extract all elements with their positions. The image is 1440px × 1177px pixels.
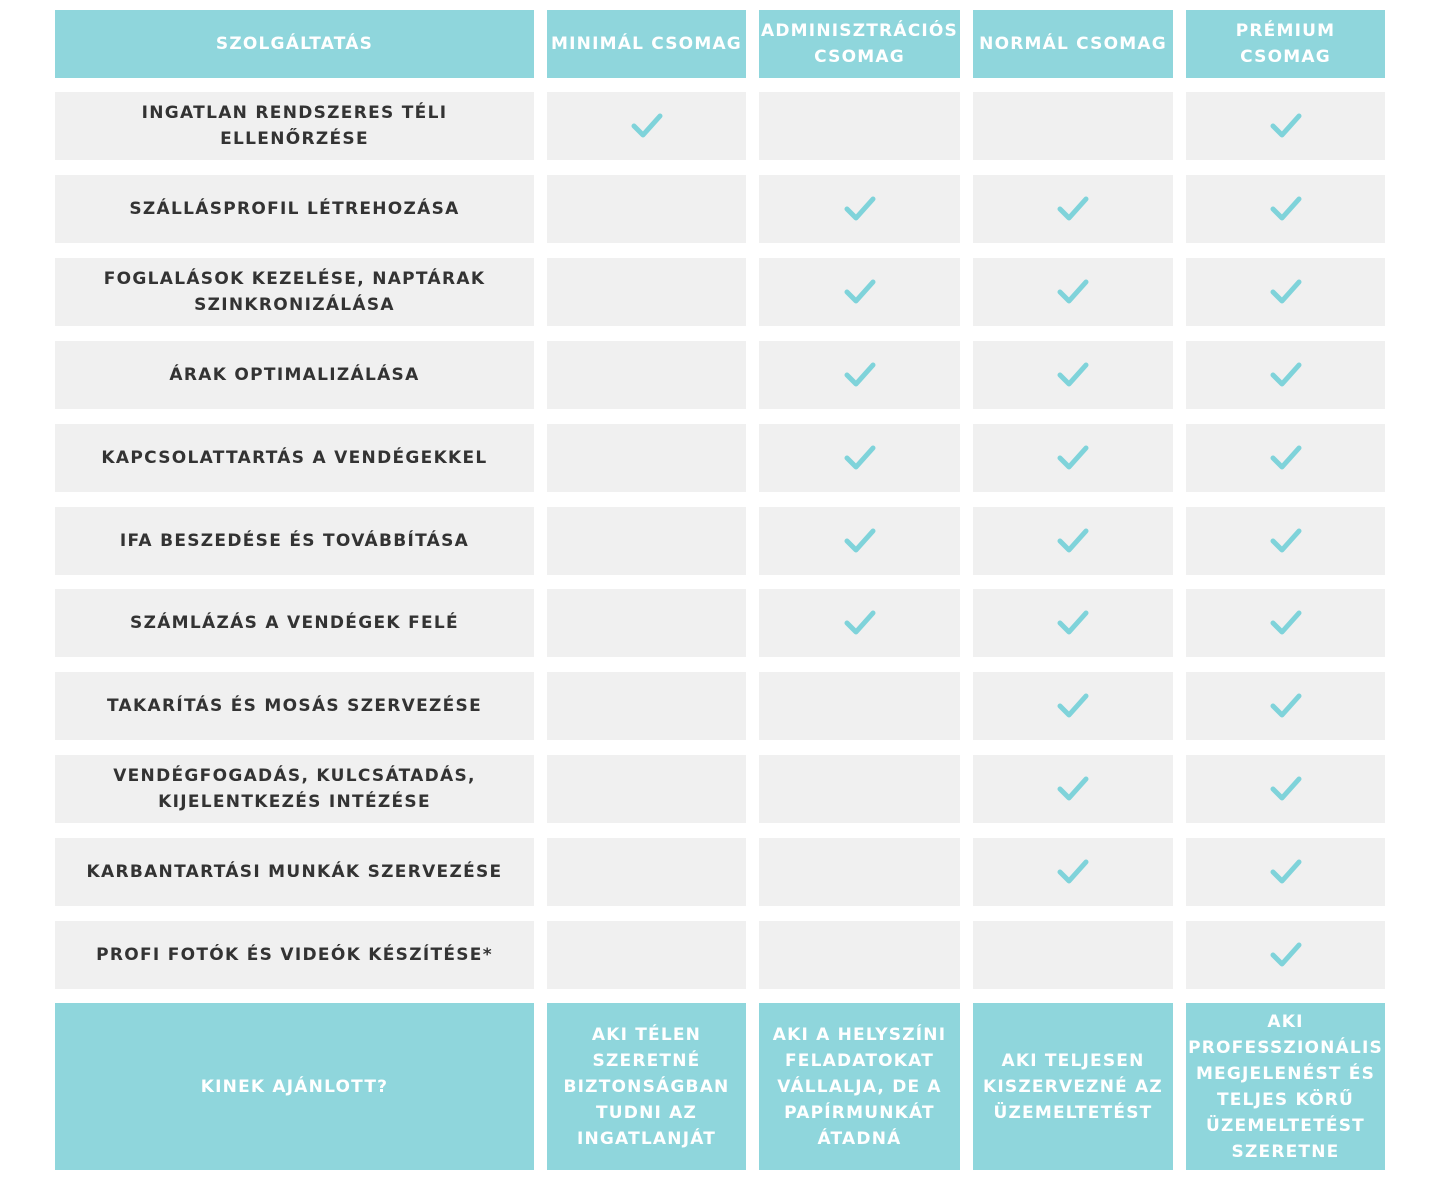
header-service-label: SZOLGÁLTATÁS [215,34,374,54]
checkmark-icon [843,443,877,473]
recommendation-text: AKI TÉLEN SZERETNÉ BIZTONSÁGBAN TUDNI AZ INGATLANJÁT [563,1024,730,1149]
checkmark-icon [1269,443,1303,473]
service-label: INGATLAN RENDSZERES TÉLI ELLENŐRZÉSE [141,103,448,149]
service-label: ÁRAK OPTIMALIZÁLÁSA [169,365,420,385]
package-cell [759,92,960,160]
package-cell [547,175,746,243]
package-cell [547,507,746,575]
service-label: VENDÉGFOGADÁS, KULCSÁTADÁS, KIJELENTKEZÉS INTÉZÉSE [113,766,476,812]
checkmark-icon [1056,857,1090,887]
package-cell [547,672,746,740]
checkmark-icon [1056,277,1090,307]
package-cell [759,175,960,243]
package-cell [1186,589,1385,657]
package-cell [973,424,1173,492]
header-service-cell [55,10,534,78]
package-cell [1186,755,1385,823]
package-cell [759,258,960,326]
header-package-cell [547,10,746,78]
package-cell [547,589,746,657]
package-cell [759,921,960,989]
package-cell [759,755,960,823]
recommendation-cell [973,1003,1173,1170]
checkmark-icon [843,608,877,638]
checkmark-icon [843,277,877,307]
service-label: SZÁMLÁZÁS A VENDÉGEK FELÉ [130,613,459,633]
checkmark-icon [843,526,877,556]
service-label-cell [55,341,534,409]
service-label-cell [55,92,534,160]
package-cell [973,755,1173,823]
checkmark-icon [1269,691,1303,721]
package-cell [1186,672,1385,740]
package-cell [547,921,746,989]
package-cell [759,838,960,906]
package-cell [1186,341,1385,409]
package-cell [1186,175,1385,243]
service-label-cell [55,838,534,906]
checkmark-icon [1056,443,1090,473]
service-label-cell [55,672,534,740]
service-label: SZÁLLÁSPROFIL LÉTREHOZÁSA [129,199,460,219]
package-cell [1186,921,1385,989]
service-label-cell [55,258,534,326]
package-cell [547,838,746,906]
package-cell [973,507,1173,575]
service-label-cell [55,507,534,575]
checkmark-icon [1269,774,1303,804]
service-label-cell [55,589,534,657]
header-package-label: PRÉMIUM CSOMAG [1235,21,1336,67]
checkmark-icon [1269,111,1303,141]
checkmark-icon [1056,526,1090,556]
header-package-cell [759,10,960,78]
package-cell [759,507,960,575]
checkmark-icon [1056,360,1090,390]
header-package-label: MINIMÁL CSOMAG [551,34,742,54]
checkmark-icon [843,360,877,390]
checkmark-icon [1269,940,1303,970]
recommendation-cell [1186,1003,1385,1170]
service-label: KAPCSOLATTARTÁS A VENDÉGEKKEL [101,448,488,468]
package-cell [1186,838,1385,906]
recommendation-text: AKI PROFESSZIONÁLIS MEGJELENÉST ÉS TELJES KÖRŰ ÜZEMELTETÉST SZERETNE [1188,1011,1383,1162]
package-cell [973,672,1173,740]
header-package-label: NORMÁL CSOMAG [979,34,1167,54]
checkmark-icon [1056,691,1090,721]
service-label-cell [55,424,534,492]
package-cell [973,589,1173,657]
header-package-cell [973,10,1173,78]
checkmark-icon [630,111,664,141]
checkmark-icon [1269,526,1303,556]
footer-label: KINEK AJÁNLOTT? [200,1076,389,1097]
package-cell [547,258,746,326]
checkmark-icon [1269,360,1303,390]
package-cell [973,92,1173,160]
service-label-cell [55,175,534,243]
package-cell [973,175,1173,243]
recommendation-text: AKI A HELYSZÍNI FELADATOKAT VÁLLALJA, DE A PAPÍRMUNKÁT ÁTADNÁ [772,1024,947,1149]
package-cell [1186,507,1385,575]
package-cell [1186,92,1385,160]
checkmark-icon [843,194,877,224]
checkmark-icon [1269,857,1303,887]
checkmark-icon [1056,774,1090,804]
package-cell [759,424,960,492]
recommendation-cell [547,1003,746,1170]
package-cell [547,424,746,492]
service-label: TAKARÍTÁS ÉS MOSÁS SZERVEZÉSE [106,696,483,716]
service-label-cell [55,921,534,989]
package-cell [759,589,960,657]
checkmark-icon [1269,277,1303,307]
package-cell [759,672,960,740]
checkmark-icon [1269,608,1303,638]
footer-label-cell [55,1003,534,1170]
header-package-label: ADMINISZTRÁCIÓS CSOMAG [761,21,958,67]
package-cell [973,258,1173,326]
checkmark-icon [1269,194,1303,224]
package-cell [547,755,746,823]
service-label: FOGLALÁSOK KEZELÉSE, NAPTÁRAK SZINKRONIZÁLÁSA [103,269,486,315]
package-cell [759,341,960,409]
package-cell [547,92,746,160]
package-cell [973,921,1173,989]
recommendation-text: AKI TELJESEN KISZERVEZNÉ AZ ÜZEMELTETÉST [983,1050,1163,1123]
recommendation-cell [759,1003,960,1170]
checkmark-icon [1056,608,1090,638]
service-label: IFA BESZEDÉSE ÉS TOVÁBBÍTÁSA [119,531,470,551]
package-cell [973,341,1173,409]
checkmark-icon [1056,194,1090,224]
header-package-cell [1186,10,1385,78]
package-cell [1186,424,1385,492]
package-cell [1186,258,1385,326]
service-label: KARBANTARTÁSI MUNKÁK SZERVEZÉSE [86,862,503,882]
service-label: PROFI FOTÓK ÉS VIDEÓK KÉSZÍTÉSE* [96,945,493,965]
package-cell [973,838,1173,906]
service-label-cell [55,755,534,823]
package-cell [547,341,746,409]
